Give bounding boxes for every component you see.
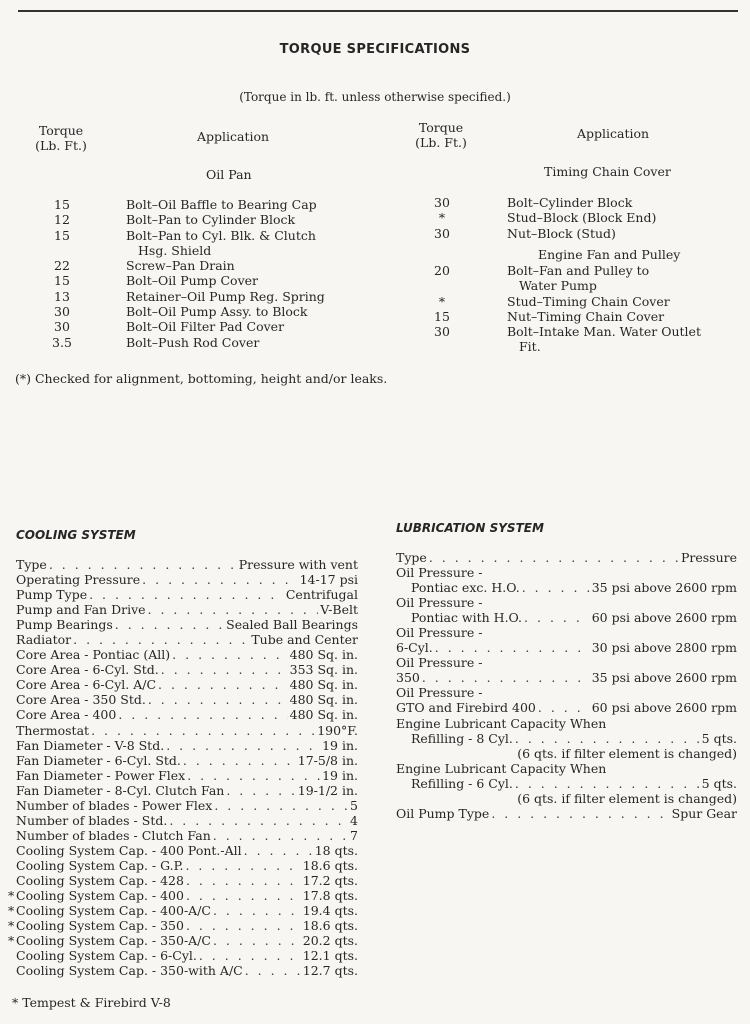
torque-header-line1: Torque [38, 123, 84, 138]
spec-value: 4 [350, 812, 358, 828]
timing-chain-torque-column [416, 195, 468, 241]
spec-heading: Engine Lubricant Capacity When [396, 760, 607, 776]
application-text: Stud–Timing Chain Cover [507, 293, 670, 309]
spec-value: 18.6 qts. [302, 857, 358, 873]
spec-heading: Oil Pressure - [396, 655, 483, 671]
spec-label: Operating Pressure [16, 572, 141, 588]
spec-label: Pump Type [16, 587, 88, 603]
dot-leader [522, 580, 590, 595]
cooling-footnote: * Tempest & Firebird V-8 [12, 995, 171, 1010]
spec-row [16, 723, 358, 738]
spec-value: 480 Sq. in. [289, 707, 358, 723]
torque-value: 3.5 [52, 334, 72, 350]
application-text: Water Pump [519, 278, 597, 294]
spec-row [16, 963, 358, 978]
spec-row [16, 843, 358, 858]
spec-value: 19 in. [322, 767, 358, 783]
spec-value: Pressure [680, 550, 737, 565]
spec-label: GTO and Firebird 400 [396, 700, 536, 716]
engine-fan-application-column [507, 263, 701, 355]
spec-label: Cooling System Cap. - 350-with A/C [16, 963, 243, 979]
dot-leader [186, 873, 301, 888]
dot-leader [491, 806, 669, 821]
dot-leader [91, 723, 315, 738]
spec-label: Pump Bearings [16, 617, 113, 633]
spec-row [396, 670, 737, 685]
torque-value: 15 [434, 308, 450, 324]
dot-leader [213, 903, 301, 918]
application-header-left: Application [197, 129, 270, 144]
spec-value: 60 psi above 2600 rpm [591, 610, 737, 626]
spec-label: Core Area - Pontiac (All) [16, 647, 171, 663]
spec-value: 5 qts. [701, 775, 737, 791]
spec-label: Fan Diameter - 8-Cyl. Clutch Fan [16, 782, 225, 798]
spec-row [8, 888, 358, 904]
spec-row [8, 903, 358, 919]
torque-value: * [438, 293, 446, 309]
spec-row [8, 933, 358, 949]
spec-value: 190°F. [317, 722, 358, 738]
spec-label: Fan Diameter - Power Flex [16, 767, 186, 783]
dot-leader [73, 632, 249, 647]
spec-row [16, 813, 358, 828]
spec-value: 12.1 qts. [302, 948, 358, 964]
dot-leader [213, 828, 348, 843]
dot-leader [199, 948, 301, 963]
spec-row [16, 783, 358, 798]
spec-label: 350 [396, 670, 420, 686]
application-header-right: Application [577, 126, 650, 141]
dot-leader [429, 550, 679, 565]
dot-leader [435, 640, 590, 655]
torque-value: 30 [54, 319, 70, 335]
spec-row [16, 798, 358, 813]
spec-value: 30 psi above 2800 rpm [591, 640, 737, 656]
spec-value: 17.2 qts. [302, 872, 358, 888]
spec-row [16, 677, 358, 692]
dot-leader [538, 700, 590, 715]
oil-pan-application-column [126, 197, 325, 350]
application-text: Nut–Timing Chain Cover [507, 308, 665, 324]
spec-heading: Engine Lubricant Capacity When [396, 715, 607, 731]
torque-value: 12 [54, 212, 70, 228]
torque-value: 20 [434, 263, 450, 278]
application-text: Retainer–Oil Pump Reg. Spring [126, 288, 325, 304]
dot-leader [213, 933, 301, 948]
spec-value: 19-1/2 in. [297, 782, 358, 798]
spec-row [16, 858, 358, 873]
spec-value: 35 psi above 2600 rpm [591, 670, 737, 686]
spec-value: 35 psi above 2600 rpm [591, 580, 737, 596]
application-text: Bolt–Pan to Cylinder Block [126, 212, 296, 228]
spec-label: Core Area - 350 Std. [16, 692, 146, 708]
dot-leader [422, 670, 590, 685]
dot-leader [115, 617, 224, 632]
application-text: Bolt–Oil Pump Assy. to Block [126, 304, 308, 320]
spec-value: 14-17 psi [299, 572, 358, 588]
application-text: Bolt–Oil Pump Cover [126, 273, 259, 289]
torque-value: 30 [434, 324, 450, 340]
spec-label: Number of blades - Power Flex [16, 797, 213, 813]
spec-label: Fan Diameter - V-8 Std. [16, 737, 165, 753]
spec-label: Core Area - 6-Cyl. A/C [16, 677, 157, 693]
application-text: Bolt–Cylinder Block [507, 195, 633, 210]
application-text: Bolt–Intake Man. Water Outlet [507, 324, 701, 340]
spec-row [16, 873, 358, 888]
page-title: TORQUE SPECIFICATIONS [279, 42, 471, 57]
spec-label: Refilling - 8 Cyl. [411, 730, 513, 746]
spec-value: 353 Sq. in. [289, 662, 358, 678]
spec-row [396, 580, 737, 595]
spec-value: 20.2 qts. [302, 933, 358, 949]
application-text: Fit. [519, 339, 541, 355]
footnote-marker: * [8, 918, 15, 934]
spec-value: 480 Sq. in. [289, 692, 358, 708]
spec-value: 480 Sq. in. [289, 677, 358, 693]
spec-value: Centrifugal [285, 587, 358, 603]
cooling-system-spec-list [8, 557, 358, 979]
spec-label: Fan Diameter - 6-Cyl. Std. [16, 752, 181, 768]
dot-leader [169, 813, 348, 828]
spec-row [16, 753, 358, 768]
dot-leader [166, 738, 320, 753]
spec-row [16, 768, 358, 783]
application-text: Bolt–Pan to Cyl. Blk. & Clutch [126, 227, 316, 243]
spec-row [396, 610, 737, 625]
spec-value: 7 [350, 827, 358, 843]
spec-value: Sealed Ball Bearings [226, 617, 358, 633]
spec-heading: Oil Pressure - [396, 595, 483, 611]
spec-value: 17.8 qts. [302, 888, 358, 904]
spec-label: Core Area - 6-Cyl. Std. [16, 662, 159, 678]
torque-value: 15 [54, 273, 70, 289]
spec-value: 19.4 qts. [302, 903, 358, 919]
application-text: Hsg. Shield [138, 242, 212, 258]
torque-header-right [408, 120, 474, 150]
alignment-note: (*) Checked for alignment, bottoming, height and/or leaks. [15, 371, 388, 386]
spec-row [396, 700, 737, 715]
spec-row [16, 948, 358, 963]
spec-value: Spur Gear [671, 805, 737, 821]
spec-row [16, 662, 358, 677]
torque-header-line1: Torque [418, 120, 464, 135]
spec-label: Cooling System Cap. - 400 Pont.-All [16, 842, 242, 858]
spec-label: Cooling System Cap. - 6-Cyl. [16, 948, 197, 964]
dot-leader [226, 783, 295, 798]
spec-row [16, 738, 358, 753]
torque-value: 13 [54, 288, 70, 304]
spec-row [396, 776, 737, 791]
spec-heading: Oil Pressure - [396, 565, 483, 581]
spec-value: 17-5/8 in. [297, 752, 358, 768]
spec-value: V-Belt [320, 602, 358, 618]
torque-header-line2: (Lb. Ft.) [35, 138, 87, 153]
dot-leader [148, 602, 319, 617]
dot-leader [244, 843, 313, 858]
spec-label: Radiator [16, 632, 72, 648]
spec-label: Number of blades - Clutch Fan [16, 827, 211, 843]
spec-note: (6 qts. if filter element is changed) [517, 790, 737, 806]
dot-leader [183, 753, 296, 768]
torque-header-left [28, 123, 94, 153]
spec-value: Pressure with vent [238, 557, 358, 572]
spec-row [16, 557, 358, 572]
spec-note: (6 qts. if filter element is changed) [517, 745, 737, 761]
dot-leader [172, 647, 287, 662]
engine-fan-section-title: Engine Fan and Pulley [538, 247, 681, 262]
dot-leader [161, 662, 288, 677]
dot-leader [187, 768, 320, 783]
application-text: Screw–Pan Drain [126, 258, 235, 274]
spec-label: Cooling System Cap. - 350-A/C [16, 933, 211, 949]
spec-label: Thermostat [16, 722, 90, 738]
spec-row [396, 806, 737, 821]
dot-leader [186, 918, 301, 933]
spec-value: 18.6 qts. [302, 918, 358, 934]
spec-label: Type [396, 550, 427, 565]
spec-row [16, 587, 358, 602]
spec-row [16, 647, 358, 662]
spec-label: Cooling System Cap. - 400-A/C [16, 903, 211, 919]
dot-leader [118, 707, 287, 722]
oil-pan-section-title: Oil Pan [206, 167, 252, 182]
timing-chain-application-column [507, 195, 656, 241]
spec-row [396, 640, 737, 655]
spec-label: Core Area - 400 [16, 707, 117, 723]
timing-chain-section-title: Timing Chain Cover [544, 164, 671, 179]
torque-value: 15 [54, 227, 70, 243]
spec-row [396, 731, 737, 746]
spec-heading: Oil Pressure - [396, 685, 483, 701]
cooling-system-title: COOLING SYSTEM [16, 528, 136, 542]
dot-leader [148, 692, 288, 707]
spec-row [16, 572, 358, 587]
lubrication-system-spec-list [396, 550, 737, 821]
spec-label: 6-Cyl. [396, 640, 433, 656]
spec-value: 60 psi above 2600 rpm [591, 700, 737, 716]
footnote-marker: * [8, 903, 15, 919]
application-text: Stud–Block (Block End) [507, 210, 657, 226]
torque-value: 30 [434, 225, 450, 241]
spec-row [8, 918, 358, 934]
dot-leader [49, 557, 237, 572]
torque-value: 30 [54, 304, 70, 320]
footnote-marker: * [8, 933, 15, 949]
spec-row [16, 617, 358, 632]
dot-leader [186, 888, 301, 903]
oil-pan-torque-column [36, 197, 88, 350]
spec-row [396, 550, 737, 565]
engine-fan-torque-column [416, 263, 468, 355]
application-text: Bolt–Fan and Pulley to [507, 263, 650, 278]
spec-value: 5 [350, 797, 358, 813]
spec-label: Refilling - 6 Cyl. [411, 775, 513, 791]
dot-leader [158, 677, 288, 692]
application-text: Nut–Block (Stud) [507, 225, 616, 241]
spec-label: Pontiac with H.O. [411, 610, 523, 626]
spec-row [16, 692, 358, 707]
spec-label: Pump and Fan Drive [16, 602, 146, 618]
application-text: Bolt–Oil Filter Pad Cover [126, 319, 285, 335]
torque-value [36, 243, 88, 258]
spec-label: Cooling System Cap. - G.P. [16, 857, 184, 873]
dot-leader [214, 798, 348, 813]
torque-value [416, 278, 468, 293]
dot-leader [185, 858, 300, 873]
spec-label: Oil Pump Type [396, 805, 490, 821]
spec-value: Tube and Center [251, 632, 358, 648]
torque-value: 22 [54, 258, 70, 274]
footnote-marker: * [8, 888, 15, 904]
spec-row [16, 632, 358, 647]
dot-leader [524, 610, 590, 625]
torque-value: 15 [54, 197, 70, 212]
spec-row [16, 602, 358, 617]
spec-row [16, 828, 358, 843]
dot-leader [515, 731, 700, 746]
lubrication-system-title: LUBRICATION SYSTEM [396, 521, 544, 535]
spec-heading: Oil Pressure - [396, 625, 483, 641]
spec-label: Cooling System Cap. - 350 [16, 918, 184, 934]
application-text: Bolt–Push Rod Cover [126, 334, 260, 350]
spec-label: Cooling System Cap. - 428 [16, 872, 184, 888]
dot-leader [89, 587, 284, 602]
spec-label: Number of blades - Std. [16, 812, 168, 828]
dot-leader [515, 776, 700, 791]
spec-value: 5 qts. [701, 730, 737, 746]
torque-header-line2: (Lb. Ft.) [415, 135, 467, 150]
spec-label: Type [16, 557, 47, 572]
dot-leader [142, 572, 297, 587]
spec-value: 19 in. [322, 737, 358, 753]
dot-leader [245, 963, 301, 978]
spec-value: 480 Sq. in. [289, 647, 358, 663]
page-subtitle: (Torque in lb. ft. unless otherwise specified.) [239, 90, 511, 104]
torque-value: 30 [434, 195, 450, 210]
spec-row [16, 707, 358, 722]
spec-value: 18 qts. [314, 842, 358, 858]
spec-label: Pontiac exc. H.O. [411, 580, 520, 596]
spec-value: 12.7 qts. [302, 963, 358, 979]
torque-value: * [438, 210, 446, 226]
application-text: Bolt–Oil Baffle to Bearing Cap [126, 197, 317, 212]
torque-value [416, 339, 468, 354]
top-rule [18, 10, 738, 12]
spec-label: Cooling System Cap. - 400 [16, 888, 184, 904]
